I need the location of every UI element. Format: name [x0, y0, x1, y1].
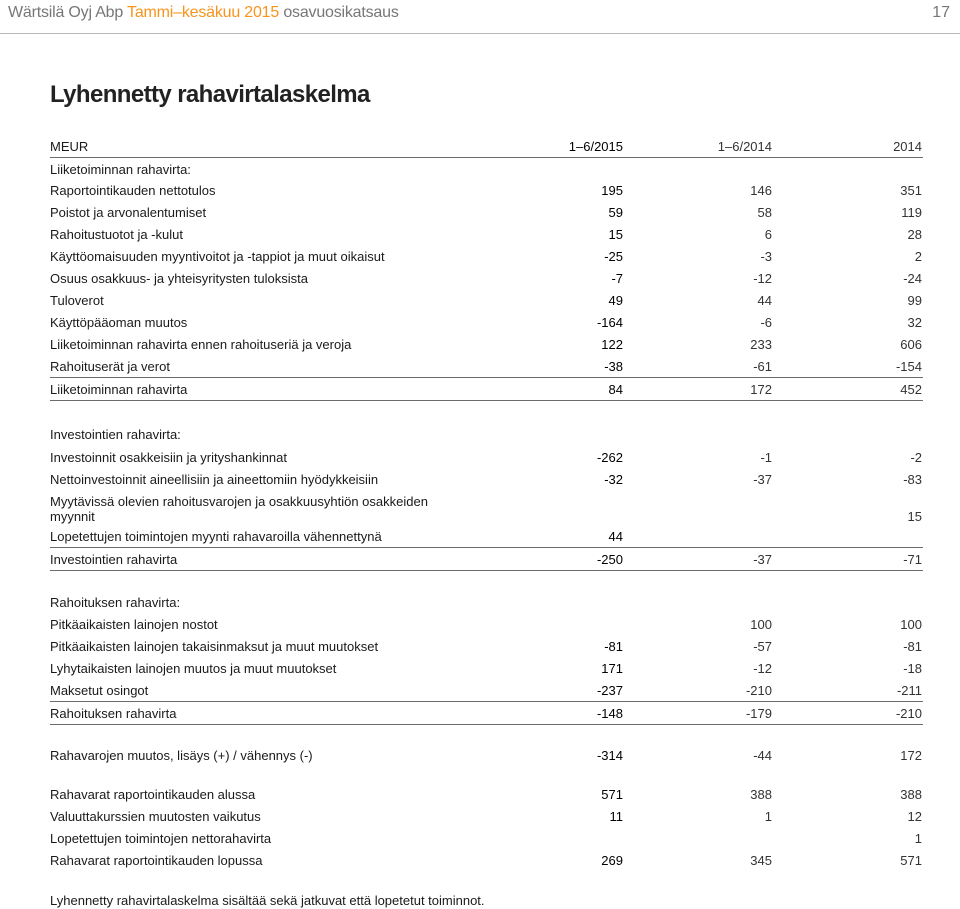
page-number: 17 — [932, 4, 950, 21]
table-body — [50, 158, 923, 871]
value-h1-2014: -1 — [760, 450, 772, 465]
row-label: Myytävissä olevien rahoitusvarojen ja osakkuusyhtiön osakkeiden myynnit — [50, 494, 428, 524]
row-label: Rahavarojen muutos, lisäys (+) / vähennys (-) — [50, 748, 313, 763]
table-row — [50, 547, 923, 571]
page-title: Lyhennetty rahavirtalaskelma — [50, 81, 370, 108]
company-name: Wärtsilä Oyj Abp — [8, 4, 124, 21]
table-row — [50, 744, 923, 766]
row-label: Rahavarat raportointikauden lopussa — [50, 853, 263, 868]
value-h1-2014: -37 — [753, 472, 772, 487]
column-header-h1-2015: 1–6/2015 — [568, 139, 623, 154]
row-label: Käyttöomaisuuden myyntivoitot ja -tappiot ja muut oikaisut — [50, 249, 385, 264]
table-row — [50, 635, 923, 657]
row-label: Poistot ja arvonalentumiset — [50, 205, 207, 220]
value-h1-2014: -61 — [753, 359, 772, 374]
value-fy-2014: 99 — [907, 293, 922, 308]
row-label: Rahoituksen rahavirta: — [50, 595, 181, 610]
header-title — [8, 4, 399, 22]
value-fy-2014: 28 — [907, 227, 922, 242]
value-h1-2014: 44 — [757, 293, 772, 308]
row-label: Lopetettujen toimintojen nettorahavirta — [50, 831, 272, 846]
value-h1-2015: 15 — [608, 227, 623, 242]
table-row — [50, 245, 923, 267]
value-h1-2015: -81 — [604, 639, 623, 654]
value-h1-2015: -148 — [596, 706, 623, 721]
table-row — [50, 355, 923, 377]
column-header-fy-2014: 2014 — [893, 139, 922, 154]
row-label: Rahoituserät ja verot — [50, 359, 170, 374]
value-h1-2014: -3 — [760, 249, 772, 264]
value-h1-2014: -44 — [753, 748, 772, 763]
value-h1-2015: 195 — [601, 183, 623, 198]
row-label: Liiketoiminnan rahavirta: — [50, 162, 191, 177]
table-header-row — [50, 135, 923, 158]
value-h1-2015: -237 — [596, 683, 623, 698]
value-h1-2014: 146 — [750, 183, 772, 198]
row-label: Tuloverot — [50, 293, 104, 308]
value-h1-2014: -210 — [745, 683, 772, 698]
value-fy-2014: 172 — [900, 748, 922, 763]
table-row — [50, 377, 923, 401]
table-row — [50, 571, 923, 613]
value-fy-2014: -154 — [895, 359, 922, 374]
column-header-h1-2014: 1–6/2014 — [717, 139, 772, 154]
value-h1-2015: -38 — [604, 359, 623, 374]
value-fy-2014: 15 — [907, 509, 922, 524]
row-label: Valuuttakurssien muutosten vaikutus — [50, 809, 261, 824]
value-h1-2014: -6 — [760, 315, 772, 330]
value-h1-2015: -262 — [596, 450, 623, 465]
column-header-label: MEUR — [50, 139, 89, 154]
value-fy-2014: 12 — [907, 809, 922, 824]
cash-flow-table — [50, 135, 923, 871]
table-row — [50, 701, 923, 725]
value-h1-2014: -12 — [753, 271, 772, 286]
value-fy-2014: -211 — [896, 683, 922, 698]
value-fy-2014: -71 — [903, 552, 922, 567]
value-h1-2014: 233 — [750, 337, 772, 352]
row-label: Maksetut osingot — [50, 683, 149, 698]
row-label: Osuus osakkuus- ja yhteisyritysten tuloksista — [50, 271, 308, 286]
table-row — [50, 201, 923, 223]
value-h1-2015: -7 — [611, 271, 623, 286]
row-label: Liiketoiminnan rahavirta — [50, 382, 188, 397]
value-fy-2014: -2 — [910, 450, 922, 465]
table-row — [50, 311, 923, 333]
row-label: Rahoituksen rahavirta — [50, 706, 177, 721]
value-h1-2015: 122 — [601, 337, 623, 352]
value-fy-2014: 606 — [900, 337, 922, 352]
value-h1-2014: -57 — [753, 639, 772, 654]
value-fy-2014: -210 — [895, 706, 922, 721]
table-row — [50, 490, 923, 525]
row-label: Käyttöpääoman muutos — [50, 315, 188, 330]
value-fy-2014: 452 — [900, 382, 922, 397]
table-row — [50, 446, 923, 468]
table-row — [50, 179, 923, 201]
row-label: Pitkäaikaisten lainojen takaisinmaksut ja muut muutokset — [50, 639, 379, 654]
row-label: Investointien rahavirta — [50, 552, 178, 567]
value-h1-2015: -250 — [596, 552, 623, 567]
value-fy-2014: -24 — [903, 271, 922, 286]
row-label: Rahavarat raportointikauden alussa — [50, 787, 256, 802]
value-fy-2014: -83 — [903, 472, 922, 487]
value-h1-2015: 49 — [608, 293, 623, 308]
value-h1-2015: 59 — [608, 205, 623, 220]
value-h1-2014: -37 — [753, 552, 772, 567]
value-fy-2014: 388 — [900, 787, 922, 802]
table-row — [50, 333, 923, 355]
table-row — [50, 289, 923, 311]
row-label: Investoinnit osakkeisiin ja yrityshankinnat — [50, 450, 288, 465]
value-fy-2014: 100 — [900, 617, 922, 632]
value-fy-2014: 119 — [901, 205, 922, 220]
row-label: Nettoinvestoinnit aineellisiin ja aineettomiin hyödykkeisiin — [50, 472, 379, 487]
value-h1-2014: -179 — [745, 706, 772, 721]
table-row — [50, 267, 923, 289]
table-row — [50, 525, 923, 547]
value-h1-2015: 11 — [609, 809, 623, 824]
table-row — [50, 849, 923, 871]
value-h1-2014: 172 — [750, 382, 772, 397]
table-row — [50, 657, 923, 679]
value-h1-2015: 269 — [601, 853, 623, 868]
row-label: Investointien rahavirta: — [50, 427, 181, 442]
table-row — [50, 468, 923, 490]
header-divider — [0, 33, 960, 34]
value-fy-2014: 351 — [900, 183, 922, 198]
value-h1-2014: 6 — [764, 227, 772, 242]
value-fy-2014: 1 — [914, 831, 922, 846]
table-row — [50, 223, 923, 245]
value-h1-2014: 58 — [757, 205, 772, 220]
value-fy-2014: -81 — [903, 639, 922, 654]
value-h1-2014: 345 — [750, 853, 772, 868]
value-h1-2015: 84 — [608, 382, 623, 397]
report-type: osavuosikatsaus — [283, 4, 399, 21]
value-h1-2015: -25 — [604, 249, 623, 264]
table-row — [50, 827, 923, 849]
row-label: Pitkäaikaisten lainojen nostot — [50, 617, 218, 632]
value-h1-2014: -12 — [753, 661, 772, 676]
report-period: Tammi–kesäkuu 2015 — [127, 4, 280, 21]
value-fy-2014: 2 — [914, 249, 922, 264]
table-row — [50, 401, 923, 446]
value-h1-2014: 100 — [750, 617, 772, 632]
table-row — [50, 805, 923, 827]
footnote: Lyhennetty rahavirtalaskelma sisältää sekä jatkuvat että lopetetut toiminnot. — [50, 893, 485, 908]
table-row — [50, 783, 923, 805]
value-h1-2014: 1 — [764, 809, 772, 824]
value-h1-2015: -32 — [604, 472, 623, 487]
value-h1-2015: -314 — [596, 748, 623, 763]
value-h1-2015: -164 — [596, 315, 623, 330]
value-fy-2014: 571 — [900, 853, 922, 868]
value-fy-2014: -18 — [903, 661, 922, 676]
row-label: Lyhytaikaisten lainojen muutos ja muut muutokset — [50, 661, 337, 676]
row-label: Liiketoiminnan rahavirta ennen rahoituseriä ja veroja — [50, 337, 352, 352]
table-row — [50, 679, 923, 701]
table-row — [50, 613, 923, 635]
value-h1-2014: 388 — [750, 787, 772, 802]
value-h1-2015: 571 — [601, 787, 623, 802]
row-label: Raportointikauden nettotulos — [50, 183, 216, 198]
value-h1-2015: 171 — [601, 661, 623, 676]
value-fy-2014: 32 — [907, 315, 922, 330]
page-header — [0, 0, 960, 30]
table-row — [50, 158, 923, 179]
row-label: Rahoitustuotot ja -kulut — [50, 227, 183, 242]
row-label: Lopetettujen toimintojen myynti rahavaroilla vähennettynä — [50, 529, 382, 544]
value-h1-2015: 44 — [608, 529, 623, 544]
